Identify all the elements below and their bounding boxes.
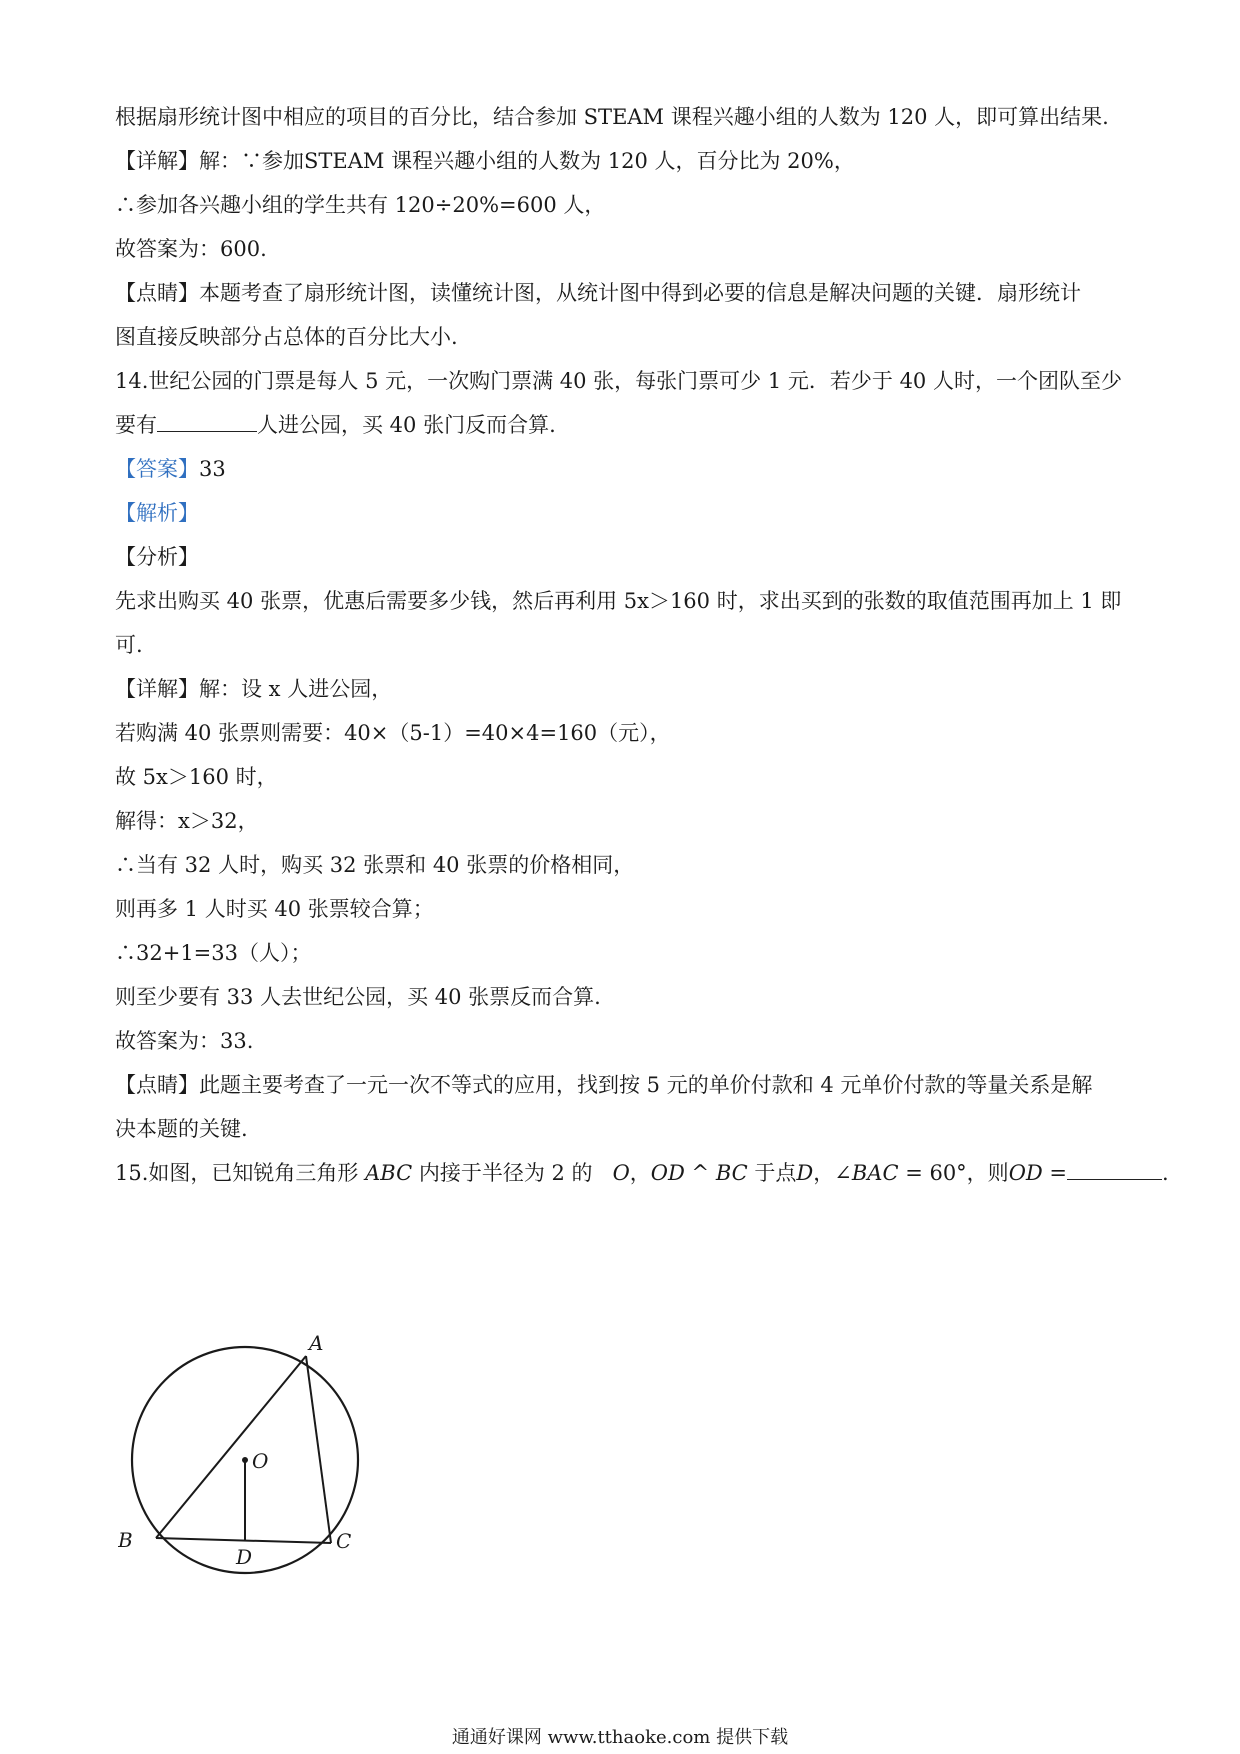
text-line: 决本题的关键. bbox=[115, 1117, 248, 1141]
question-14-line1: 14.世纪公园的门票是每人 5 元，一次购门票满 40 张，每张门票可少 1 元．若少于 40 人时，一个团队至少 bbox=[115, 369, 1122, 393]
q15-text: = 60°，则 bbox=[898, 1161, 1009, 1185]
text-line: 则至少要有 33 人去世纪公园，买 40 张票反而合算. bbox=[115, 985, 601, 1009]
q15-text: . bbox=[1162, 1161, 1169, 1185]
label-d: D bbox=[236, 1545, 253, 1569]
text-line: 故 5x＞160 时， bbox=[115, 765, 278, 789]
text-line: 根据扇形统计图中相应的项目的百分比，结合参加 STEAM 课程兴趣小组的人数为 120 人，即可算出结果. bbox=[115, 105, 1109, 129]
label-b: B bbox=[118, 1528, 133, 1552]
q15-math: BC bbox=[715, 1161, 748, 1185]
answer-value: 33 bbox=[199, 457, 226, 481]
q15-math: O bbox=[612, 1161, 630, 1185]
answer-blank bbox=[1067, 1161, 1162, 1180]
question-14-line2 bbox=[115, 410, 1135, 440]
text-line: 解得：x＞32， bbox=[115, 809, 259, 833]
text-line: 【点睛】此题主要考查了一元一次不等式的应用，找到按 5 元的单价付款和 4 元单价付款的等量关系是解 bbox=[115, 1073, 1093, 1097]
text-line: 【详解】解：设 x 人进公园， bbox=[115, 677, 393, 701]
text-line: 先求出购买 40 张票，优惠后需要多少钱，然后再利用 5x＞160 时，求出买到的张数的取值范围再加上 1 即 bbox=[115, 589, 1122, 613]
q15-text: ^ bbox=[684, 1161, 716, 1185]
segment-ab bbox=[156, 1356, 306, 1538]
q15-math: OD bbox=[1008, 1161, 1043, 1185]
q14-text: 人进公园，买 40 张门反而合算. bbox=[257, 413, 556, 437]
text-line: 故答案为：600. bbox=[115, 237, 267, 261]
answer-label: 【答案】 bbox=[115, 457, 199, 481]
q15-text: 15.如图，已知锐角三角形 bbox=[115, 1161, 359, 1185]
label-c: C bbox=[336, 1529, 352, 1553]
q15-math: BAC bbox=[851, 1161, 899, 1185]
label-o: O bbox=[252, 1449, 269, 1473]
q14-text: 要有 bbox=[115, 413, 157, 437]
text-line: ∴当有 32 人时，购买 32 张票和 40 张票的价格相同， bbox=[115, 853, 635, 877]
q15-math: OD bbox=[650, 1161, 685, 1185]
text-line: 可. bbox=[115, 633, 143, 657]
answer-blank bbox=[157, 413, 257, 432]
q15-text: ， bbox=[629, 1161, 651, 1185]
text-line: ∴32+1=33（人）； bbox=[115, 941, 312, 965]
text-line: 若购满 40 张票则需要：40×（5-1）=40×4=160（元）， bbox=[115, 721, 671, 745]
q15-text: = bbox=[1042, 1161, 1068, 1185]
q15-math: D bbox=[796, 1161, 814, 1185]
geometry-figure bbox=[118, 1330, 378, 1580]
q15-text: 内接于半径为 2 的 bbox=[412, 1161, 593, 1185]
text-line: 图直接反映部分占总体的百分比大小. bbox=[115, 325, 458, 349]
q15-text: 于点 bbox=[747, 1161, 797, 1185]
text-line: 则再多 1 人时买 40 张票较合算； bbox=[115, 897, 434, 921]
q15-math: ABC bbox=[365, 1161, 413, 1185]
text-line: ∴参加各兴趣小组的学生共有 120÷20%=600 人， bbox=[115, 193, 606, 217]
text-line: 【详解】解：∵参加STEAM 课程兴趣小组的人数为 120 人，百分比为 20%， bbox=[115, 149, 855, 173]
q15-text: ，∠ bbox=[813, 1161, 852, 1185]
fenxi-label: 【分析】 bbox=[115, 545, 199, 569]
text-line: 故答案为：33. bbox=[115, 1029, 254, 1053]
analysis-label: 【解析】 bbox=[115, 501, 199, 525]
center-point bbox=[242, 1457, 248, 1463]
question-15 bbox=[115, 1158, 1169, 1188]
footer-credit: 通通好课网 www.tthaoke.com 提供下载 bbox=[451, 1727, 789, 1748]
text-line: 【点睛】本题考查了扇形统计图，读懂统计图，从统计图中得到必要的信息是解决问题的关键．扇形统计 bbox=[115, 281, 1081, 305]
label-a: A bbox=[309, 1331, 324, 1355]
answer-line bbox=[115, 454, 1135, 484]
segment-bc bbox=[156, 1538, 331, 1543]
